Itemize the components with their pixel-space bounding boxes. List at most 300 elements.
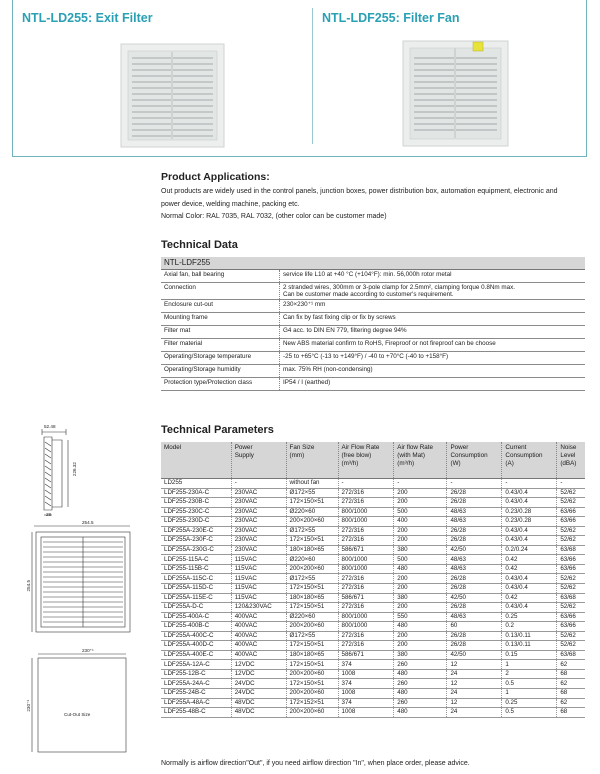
filter-fan-image [400,38,512,150]
table-cell: 48/63 [447,612,502,622]
table-cell: 0.42 [502,593,557,603]
table-cell: Ø172×55 [286,526,338,536]
front-width-label: 254.5 [82,520,94,525]
table-cell: LDF255A-400E-C [161,650,231,660]
technical-parameters-table [161,442,585,718]
table-cell: 63/68 [557,545,585,555]
table-cell: LDF255A-230G-C [161,545,231,555]
table-cell: 172×150×51 [286,584,338,594]
column-header [394,442,447,479]
exit-filter-image [118,42,228,150]
table-cell: LDF255-230C-C [161,507,231,517]
column-header-line: Consumption [505,452,543,459]
table-cell: 200×200×60 [286,689,338,699]
spec-key: Mounting frame [161,313,280,326]
table-cell: 200 [394,641,447,651]
table-cell: 52/62 [557,603,585,613]
table-row [161,660,585,670]
spec-key: Protection type/Protection class [161,378,280,391]
column-header-line: (with Mat) [397,452,425,459]
table-cell: 12VDC [231,669,286,679]
table-cell: 115VAC [231,574,286,584]
table-cell: Ø172×55 [286,631,338,641]
column-header [161,442,231,479]
table-cell: 48/63 [447,517,502,527]
table-cell: 26/28 [447,603,502,613]
table-cell: LDF255A-115E-C [161,593,231,603]
table-cell: 586/671 [338,593,394,603]
table-cell: 172×150×51 [286,603,338,613]
table-row [161,698,585,708]
spec-value: G4 acc. to DIN EN 779, filtering degree 94% [280,326,586,339]
table-cell: 800/1000 [338,555,394,565]
table-cell: 0.2 [502,622,557,632]
table-cell: 24 [447,708,502,718]
table-cell: 230VAC [231,488,286,498]
table-cell: Ø172×55 [286,488,338,498]
table-row [161,545,585,555]
table-cell: 172×150×51 [286,679,338,689]
table-cell: 380 [394,545,447,555]
table-row [161,352,585,365]
table-cell: 0.2/0.24 [502,545,557,555]
table-cell: 26/28 [447,536,502,546]
table-cell: 200 [394,498,447,508]
table-cell: Ø220×60 [286,507,338,517]
table-cell: 52/62 [557,536,585,546]
table-cell: 800/1000 [338,507,394,517]
spec-value-line-2: Can be customer made according to customer's requirement. [283,291,454,298]
table-cell: without fan [286,479,338,489]
table-cell: 272/316 [338,584,394,594]
table-cell: 272/316 [338,631,394,641]
table-cell: 42/50 [447,545,502,555]
table-cell: 800/1000 [338,564,394,574]
table-cell: 480 [394,689,447,699]
table-cell: 374 [338,679,394,689]
parameters-header-row [161,442,585,479]
column-header-line: (m³/h) [341,460,359,467]
spec-value: service life L10 at +40 °C (+104°F): min. 56,000h rotor metal [280,270,586,283]
column-header-line: Fan Size [289,444,315,451]
table-cell: 12 [447,679,502,689]
table-cell: 12 [447,698,502,708]
table-cell: 200×200×60 [286,669,338,679]
table-cell: 230VAC [231,498,286,508]
table-cell: 0.43/0.4 [502,526,557,536]
filter-fan-title: NTL-LDF255: Filter Fan [322,11,460,25]
cutout-size-label: Cut-Out Size [64,712,91,717]
table-cell: 63/66 [557,507,585,517]
table-cell: 0.43/0.4 [502,603,557,613]
table-cell: 1008 [338,669,394,679]
table-cell: 230VAC [231,507,286,517]
table-cell: LDF255-230A-C [161,488,231,498]
table-cell: LDF255A-230F-C [161,536,231,546]
table-cell: 400VAC [231,622,286,632]
table-cell: 374 [338,698,394,708]
exit-filter-title: NTL-LD255: Exit Filter [22,11,153,25]
column-header-line: Level [560,452,576,459]
side-view-drawing [42,429,68,515]
table-cell: - [338,479,394,489]
table-cell: 60 [447,622,502,632]
table-row [161,574,585,584]
table-cell: 68 [557,689,585,699]
table-cell: 48/63 [447,555,502,565]
column-header-line: (A) [505,460,514,467]
spec-value: IP54 / I (earthed) [280,378,586,391]
table-cell: 0.25 [502,612,557,622]
table-cell: 0.42 [502,564,557,574]
table-cell: 200×200×60 [286,708,338,718]
table-cell: LDF255A-48A-C [161,698,231,708]
table-cell: 63/66 [557,612,585,622]
table-cell: LDF255A-115D-C [161,584,231,594]
table-cell: 260 [394,660,447,670]
table-cell: 26/28 [447,631,502,641]
table-cell: 400VAC [231,641,286,651]
table-cell: LDF255A-12A-C [161,660,231,670]
table-row [161,555,585,565]
spec-value: New ABS material confirm to RoHS, Fireproof or not fireproof can be choose [280,339,586,352]
table-cell: 0.43/0.4 [502,584,557,594]
table-cell: 52/62 [557,631,585,641]
table-row [161,536,585,546]
table-cell: LDF255-400A-C [161,612,231,622]
table-cell: 200×200×60 [286,622,338,632]
column-header [557,442,585,479]
table-cell: - [502,479,557,489]
table-cell: 42/50 [447,650,502,660]
table-cell: 800/1000 [338,612,394,622]
table-cell: LDF255A-400D-C [161,641,231,651]
table-row [161,622,585,632]
table-cell: 0.25 [502,698,557,708]
table-cell: - [231,479,286,489]
table-cell: LD255 [161,479,231,489]
table-row [161,679,585,689]
table-row [161,507,585,517]
table-cell: 24 [447,689,502,699]
table-cell: 63/66 [557,517,585,527]
table-cell: 24VDC [231,689,286,699]
spec-value: Can fix by fast fixing clip or fix by screws [280,313,586,326]
table-cell: 272/316 [338,498,394,508]
table-cell: 800/1000 [338,517,394,527]
table-cell: 68 [557,669,585,679]
table-cell: 400 [394,517,447,527]
table-cell: 260 [394,698,447,708]
table-cell: 380 [394,593,447,603]
table-cell: 115VAC [231,593,286,603]
table-cell: Ø220×60 [286,555,338,565]
table-cell: 24 [447,669,502,679]
table-cell: 200 [394,631,447,641]
table-row [161,708,585,718]
table-cell: 200 [394,584,447,594]
table-cell: 48VDC [231,698,286,708]
table-cell: 42/50 [447,593,502,603]
column-header-line: (m³/h) [397,460,415,467]
table-cell: 180×180×65 [286,650,338,660]
table-cell: 0.5 [502,679,557,689]
table-cell: 374 [338,660,394,670]
table-cell: 230VAC [231,545,286,555]
table-cell: 272/316 [338,488,394,498]
table-row [161,498,585,508]
table-cell: 480 [394,622,447,632]
table-cell: 172×150×51 [286,498,338,508]
table-cell: 63/66 [557,622,585,632]
table-row [161,479,585,489]
column-header [231,442,286,479]
table-cell: 500 [394,507,447,517]
cutout-height-label: 230⁺¹ [26,700,31,712]
table-cell: 0.23/0.28 [502,517,557,527]
column-header-line: Model [164,444,182,451]
spec-value: 230×230⁺¹ mm [280,300,586,313]
table-cell: 0.43/0.4 [502,536,557,546]
table-cell: 2 [502,669,557,679]
table-cell: LDF255A-230E-C [161,526,231,536]
dimension-drawings [28,422,138,762]
table-row [161,612,585,622]
table-cell: 400VAC [231,612,286,622]
table-row [161,378,585,391]
cutout-drawing [32,654,126,752]
table-cell: 52/62 [557,488,585,498]
table-cell: 62 [557,698,585,708]
side-depth-label: 28 [46,512,52,517]
table-cell: 500 [394,555,447,565]
table-cell: 1 [502,660,557,670]
spec-value-line-1: 2 stranded wires, 300mm or 3-pole clamp for 2.5mm², clamping forque 0.8Nm max. [283,284,516,291]
table-cell: 800/1000 [338,622,394,632]
table-row [161,339,585,352]
table-row [161,300,585,313]
spec-value [280,283,586,300]
table-cell: 115VAC [231,555,286,565]
table-cell: 52/62 [557,526,585,536]
table-cell: 63/68 [557,650,585,660]
applications-heading: Product Applications: [161,171,270,183]
column-header-line: (W) [450,460,461,467]
table-cell: 586/671 [338,650,394,660]
table-cell: 63/68 [557,593,585,603]
table-cell: 480 [394,669,447,679]
table-cell: 0.5 [502,708,557,718]
technical-data-model-row [161,257,585,270]
column-header-line: (mm) [289,452,305,459]
column-header-line: Power [450,444,469,451]
table-row [161,650,585,660]
table-cell: 0.43/0.4 [502,488,557,498]
table-cell: 260 [394,679,447,689]
table-cell: 48/63 [447,564,502,574]
column-header-line: Power [234,444,253,451]
table-cell: 1008 [338,689,394,699]
applications-text [161,186,591,224]
side-width-label: 52.48 [44,424,56,429]
table-cell: LDF255A-24A-C [161,679,231,689]
table-cell: LDF255A-400C-C [161,631,231,641]
table-cell: 586/671 [338,545,394,555]
table-cell: 172×150×51 [286,660,338,670]
side-height-label: 226.32 [72,462,77,477]
table-cell: 0.13/0.11 [502,631,557,641]
table-cell: LDF255-12B-C [161,669,231,679]
table-cell: 62 [557,660,585,670]
table-cell: 26/28 [447,488,502,498]
table-cell: 115VAC [231,564,286,574]
column-header-line: Current [505,444,527,451]
table-cell: 68 [557,708,585,718]
table-cell: 26/28 [447,641,502,651]
table-cell: Ø172×55 [286,574,338,584]
airflow-footnote: Normally is airflow direction"Out", if you need airflow direction "In", when place order, please advice. [161,760,470,767]
table-cell: 200×200×60 [286,564,338,574]
technical-data-table [161,257,585,391]
table-cell: 24VDC [231,679,286,689]
column-header-line: Supply [234,452,254,459]
table-cell: Ø220×60 [286,612,338,622]
table-cell: - [447,479,502,489]
table-cell: 0.15 [502,650,557,660]
column-header [502,442,557,479]
column-header-line: Air Flow Rate [341,444,380,451]
table-cell: 52/62 [557,574,585,584]
table-row [161,526,585,536]
table-cell: 200 [394,603,447,613]
table-cell: 62 [557,679,585,689]
spec-key: Connection [161,283,280,300]
table-cell: LDF255-400B-C [161,622,231,632]
table-cell: 52/62 [557,584,585,594]
table-cell: 480 [394,708,447,718]
table-cell: 12VDC [231,660,286,670]
table-cell: LDF255A-D-C [161,603,231,613]
table-row [161,631,585,641]
table-cell: 200 [394,526,447,536]
table-cell: 52/62 [557,498,585,508]
table-cell: 230VAC [231,526,286,536]
cutout-width-label: 230⁺¹ [82,648,94,653]
spec-key: Operating/Storage temperature [161,352,280,365]
table-cell: 272/316 [338,603,394,613]
table-cell: 200 [394,536,447,546]
table-cell: LDF255A-115C-C [161,574,231,584]
table-cell: - [557,479,585,489]
table-cell: 0.43/0.4 [502,574,557,584]
front-view-drawing [32,526,130,632]
front-height-label: 254.5 [26,580,31,592]
spec-value: -25 to +65°C (-13 to +149°F) / -40 to +70°C (-40 to +158°F) [280,352,586,365]
table-cell: 272/316 [338,536,394,546]
table-cell: 172×150×51 [286,536,338,546]
table-cell: 0.13/0.11 [502,641,557,651]
table-cell: 180×180×65 [286,593,338,603]
spec-key: Filter material [161,339,280,352]
table-row [161,283,585,300]
table-cell: LDF255-115A-C [161,555,231,565]
table-cell: 200×200×60 [286,517,338,527]
table-row [161,669,585,679]
table-cell: - [394,479,447,489]
table-row [161,603,585,613]
column-header [338,442,394,479]
table-cell: 26/28 [447,584,502,594]
table-cell: 115VAC [231,584,286,594]
table-cell: 120&230VAC [231,603,286,613]
table-cell: 200 [394,488,447,498]
table-cell: 380 [394,650,447,660]
table-cell: 480 [394,564,447,574]
column-header [286,442,338,479]
applications-line-3: Normal Color: RAL 7035, RAL 7032, (other color can be customer made) [161,213,387,220]
spec-key: Enclosure cut-out [161,300,280,313]
table-cell: 230VAC [231,536,286,546]
table-cell: 272/316 [338,641,394,651]
table-cell: 550 [394,612,447,622]
table-row [161,326,585,339]
table-cell: 52/62 [557,641,585,651]
table-row [161,365,585,378]
table-row [161,517,585,527]
table-cell: 400VAC [231,631,286,641]
table-cell: 0.43/0.4 [502,498,557,508]
table-cell: 1008 [338,708,394,718]
technical-data-heading: Technical Data [161,239,238,251]
technical-data-model: NTL-LDF255 [161,257,585,270]
column-header [447,442,502,479]
table-cell: 180×180×65 [286,545,338,555]
table-row [161,689,585,699]
spec-key: Axial fan, ball bearing [161,270,280,283]
column-header-line: (dBA) [560,460,577,467]
table-row [161,593,585,603]
table-cell: 26/28 [447,574,502,584]
table-row [161,270,585,283]
table-cell: 272/316 [338,526,394,536]
table-cell: 48VDC [231,708,286,718]
table-cell: 272/316 [338,574,394,584]
table-cell: 26/28 [447,526,502,536]
table-cell: 26/28 [447,498,502,508]
table-cell: 0.23/0.28 [502,507,557,517]
table-cell: 230VAC [231,517,286,527]
table-cell: 63/66 [557,564,585,574]
column-header-line: Noise [560,444,577,451]
table-row [161,488,585,498]
spec-key: Operating/Storage humidity [161,365,280,378]
table-cell: 0.42 [502,555,557,565]
table-row [161,641,585,651]
table-cell: LDF255-48B-C [161,708,231,718]
table-cell: LDF255-115B-C [161,564,231,574]
applications-line-2: power device, welding machine, packing etc. [161,200,300,208]
technical-parameters-heading: Technical Parameters [161,424,274,436]
table-row [161,564,585,574]
table-cell: 200 [394,574,447,584]
table-cell: LDF255-24B-C [161,689,231,699]
table-row [161,313,585,326]
table-cell: 400VAC [231,650,286,660]
table-cell: 172×152×51 [286,698,338,708]
column-header-line: Air flow Rate [397,444,433,451]
table-cell: LDF255-230B-C [161,498,231,508]
spec-value: max. 75% RH (non-condensing) [280,365,586,378]
